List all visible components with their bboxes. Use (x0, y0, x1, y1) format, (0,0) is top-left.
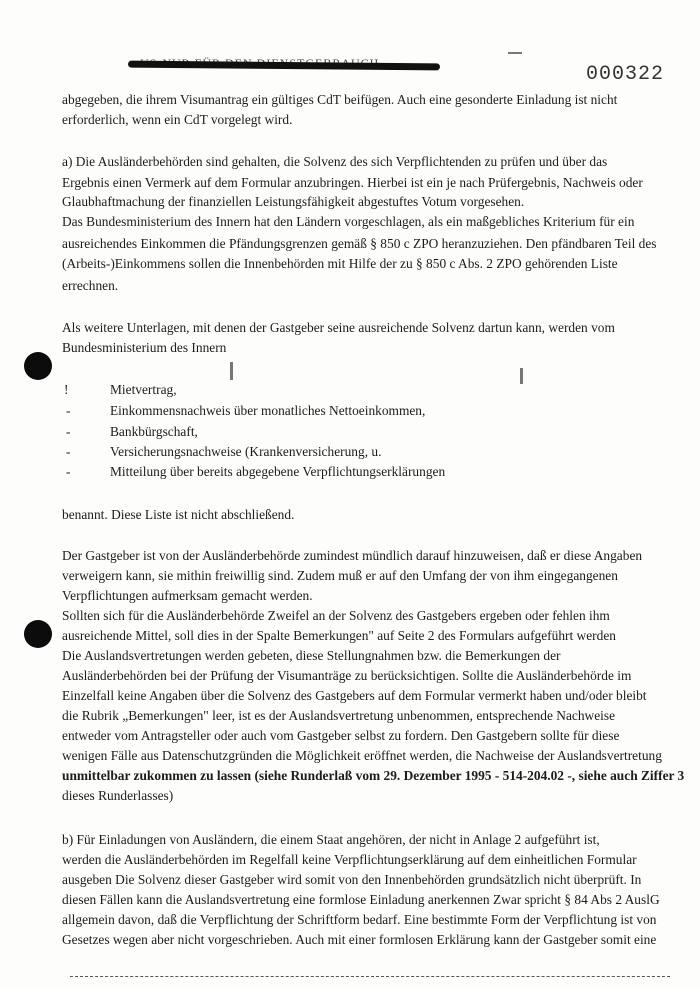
punch-hole (24, 620, 52, 648)
text-line: Die Auslandsvertretungen werden gebeten, diese Stellungnahmen bzw. die Bemerkungen der (62, 648, 561, 663)
list-item: Mietvertrag, (110, 382, 177, 397)
page-number: 000322 (586, 63, 665, 86)
text-line: die Rubrik „Bemerkungen" leer, ist es der Auslandsvertretung unbenommen, entsprechende Nachweise (62, 708, 616, 723)
text-line: abgegeben, die ihrem Visumantrag ein gültiges CdT beifügen. Auch eine gesonderte Einladung ist nicht (62, 92, 618, 107)
text-line: Ergebnis einen Vermerk auf dem Formular anzubringen. Hierbei ist ein je nach Prüfergebnis, Nachweis oder (62, 175, 643, 190)
text-line: Als weitere Unterlagen, mit denen der Gastgeber seine ausreichende Solvenz dartun kann, werden vom (62, 320, 615, 335)
text-line: benannt. Diese Liste ist nicht abschließend. (62, 507, 295, 522)
list-item: Mitteilung über bereits abgegebene Verpflichtungserklärungen (110, 464, 446, 479)
list-bullet: - (66, 464, 71, 479)
text-line: (Arbeits-)Einkommens sollen die Innenbehörden mit Hilfe der zu § 850 c Abs. 2 ZPO gehörenden Liste (62, 256, 618, 271)
text-line: Sollten sich für die Ausländerbehörde Zweifel an der Solvenz des Gastgebers ergeben oder fehlen ihm (62, 608, 610, 623)
text-line: Bundesministerium des Innern (62, 340, 227, 355)
text-line: Einzelfall keine Angaben über die Solvenz des Gastgebers auf dem Formular vermerkt haben und/oder bleibt (62, 688, 647, 703)
text-line: diesen Fällen kann die Auslandsvertretung eine formlose Einladung anerkennen Zwar spricht § 84 Abs 2 AuslG (62, 892, 660, 907)
list-item: Versicherungsnachweise (Krankenversicherung, u. (110, 444, 382, 459)
text-line: Der Gastgeber ist von der Ausländerbehörde zumindest mündlich darauf hinzuweisen, daß er diese Angaben (62, 548, 643, 563)
text-line: ausreichende Mittel, soll dies in der Spalte Bemerkungen" auf Seite 2 des Formulars aufgeführt werden (62, 628, 616, 643)
text-line: Glaubhaftmachung der finanziellen Leistungsfähigkeit abgestuftes Votum vorgesehen. (62, 194, 525, 209)
text-line: ausreichendes Einkommen die Pfändungsgrenzen gemäß § 850 c ZPO heranzuziehen. Den pfändbaren Teil des (62, 236, 657, 251)
text-line: dieses Runderlasses) (62, 788, 174, 803)
section-b-heading-line: b) Für Einladungen von Ausländern, die einem Staat angehören, der nicht in Anlage 2 aufgeführt ist, (62, 832, 600, 847)
text-line: unmittelbar zukommen zu lassen (siehe Runderlaß vom 29. Dezember 1995 - 514-204.02 -, siehe auch Ziffer 3 (62, 768, 685, 783)
list-item: Einkommensnachweis über monatliches Nettoeinkommen, (110, 403, 426, 418)
list-bullet: - (66, 444, 71, 459)
text-line: Das Bundesministerium des Innern hat den Ländern vorgeschlagen, als ein maßgebliches Kriterium für ein (62, 214, 635, 229)
footer-dash-line (70, 976, 670, 979)
text-line: wenigen Fälle aus Datenschutzgründen die Möglichkeit eröffnet werden, die Nachweise der Auslandsvertretung (62, 748, 662, 763)
list-item: Bankbürgschaft, (110, 424, 198, 439)
text-line: Gesetzes wegen aber nicht vorgeschrieben. Auch mit einer formlosen Erklärung kann der Gastgeber somit eine (62, 932, 657, 947)
text-line: ausgeben Die Solvenz dieser Gastgeber wird somit von den Innenbehörden grundsätzlich nicht überprüft. In (62, 872, 642, 887)
text-line: Ausländerbehörden bei der Prüfung der Visumanträge zu berücksichtigen. Sollte die Ausländerbehörde im (62, 668, 632, 683)
section-a-heading-line: a) Die Ausländerbehörden sind gehalten, die Solvenz des sich Verpflichtenden zu prüfen und über das (62, 154, 608, 169)
text-line: entweder vom Antragsteller oder auch vom Gastgeber selbst zu fordern. Den Gastgebern sollte für diese (62, 728, 620, 743)
list-bullet: - (66, 403, 71, 418)
text-line: errechnen. (62, 278, 119, 293)
text-line: Verpflichtungen aufmerksam gemacht werden. (62, 588, 313, 603)
list-bullet: - (66, 424, 71, 439)
punch-hole (24, 352, 52, 380)
scan-speck (508, 52, 522, 54)
scan-speck (230, 362, 233, 380)
list-bullet: ! (64, 382, 69, 397)
text-line: werden die Ausländerbehörden im Regelfall keine Verpflichtungserklärung auf dem einheitlichen Formular (62, 852, 637, 867)
scan-speck (520, 368, 523, 384)
text-line: verweigern kann, sie mithin freiwillig sind. Zudem muß er auf den Umfang der von ihm eingegangenen (62, 568, 618, 583)
text-line: erforderlich, wenn ein CdT vorgelegt wird. (62, 112, 293, 127)
text-line: allgemein davon, daß die Verpflichtung der Schriftform bedarf. Eine bestimmte Form der Verpflichtung ist von (62, 912, 657, 927)
